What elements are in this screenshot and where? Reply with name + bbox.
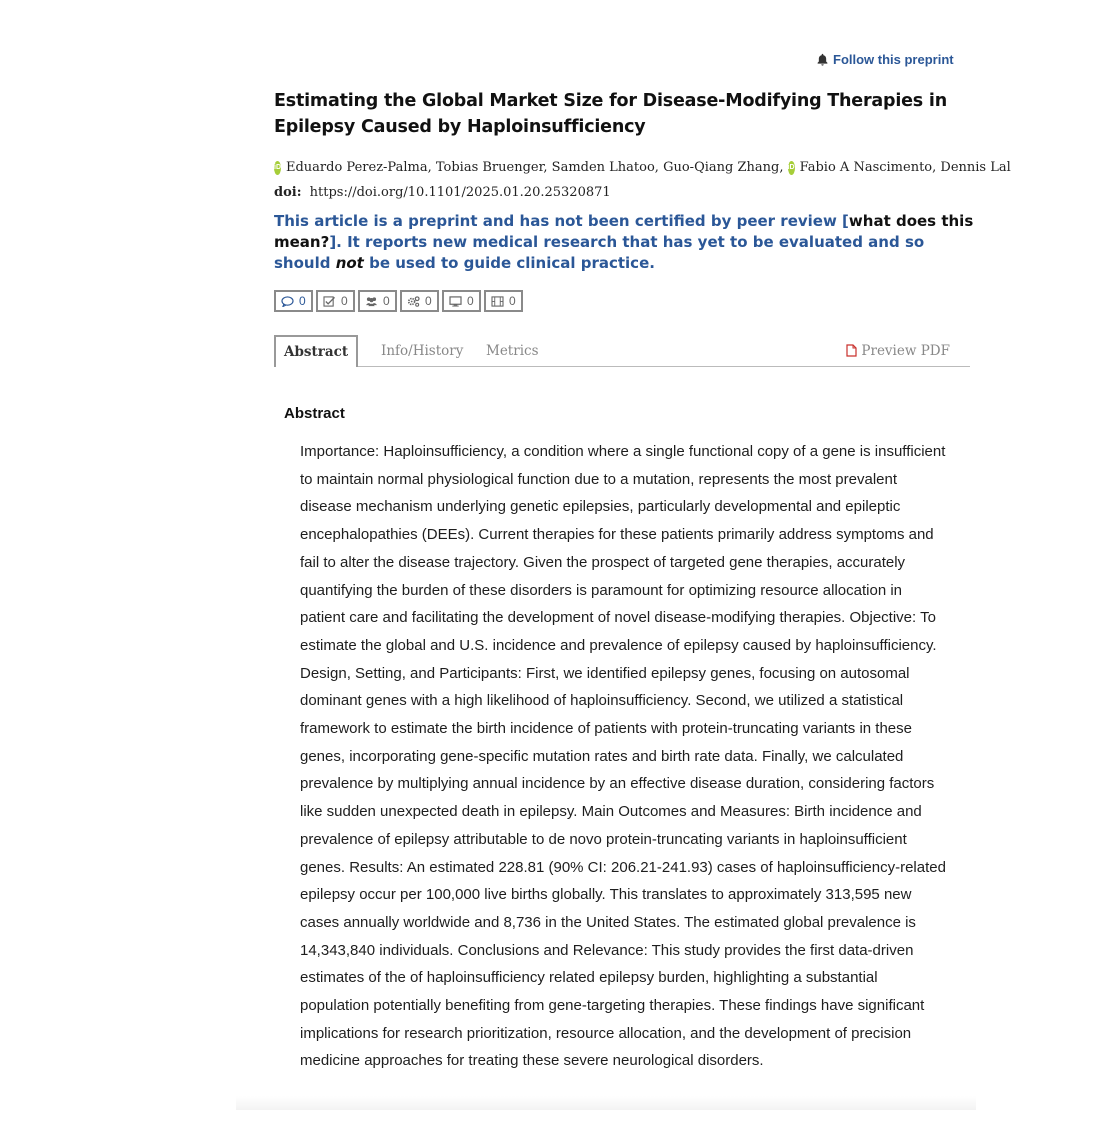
counter-value: 0 <box>467 294 474 308</box>
comments-counter[interactable] <box>274 290 313 312</box>
author-link[interactable]: Tobias Bruenger, <box>435 160 548 175</box>
counter-value: 0 <box>425 294 432 308</box>
author-link[interactable]: Fabio A Nascimento, <box>799 160 937 175</box>
counter-value: 0 <box>509 294 516 308</box>
notice-text-1: This article is a preprint and has not been certified by peer review [ <box>274 212 849 230</box>
bottom-fade <box>236 1096 976 1110</box>
preview-pdf-label: Preview PDF <box>861 342 950 359</box>
film-icon <box>491 296 504 307</box>
media-counter[interactable] <box>442 290 481 312</box>
comment-icon <box>281 296 294 307</box>
doi-label: doi: <box>274 185 302 200</box>
preprint-notice <box>274 211 974 274</box>
video-counter[interactable] <box>484 290 523 312</box>
follow-preprint-label: Follow this preprint <box>833 52 954 67</box>
pdf-icon <box>846 344 857 357</box>
orcid-icon[interactable]: iD <box>274 161 281 175</box>
abstract-text: Importance: Haploinsufficiency, a condition where a single functional copy of a gene is insufficient to maintain normal physiological function due to a mutation, represents the most prevalent disease mechanism underlying genetic epilepsies, particularly developmental and epileptic encephalopathies (DEEs). Current therapies for these patients primarily address symptoms and fail to alter the disease trajectory. Given the prospect of targeted gene therapies, accurately quantifying the burden of these disorders is paramount for optimizing resource allocation in patient care and facilitating the development of novel disease-modifying therapies. Objective: To estimate the global and U.S. incidence and prevalence of epilepsy caused by haploinsufficiency. Design, Setting, and Participants: First, we identified epilepsy genes, focusing on autosomal dominant genes with a high likelihood of haploinsufficiency. Second, we utilized a statistical framework to estimate the birth incidence of patients with protein-truncating variants in these genes, incorporating gene-specific mutation rates and birth rate data. Finally, we calculated prevalence by multiplying annual incidence by an effective disease duration, considering factors like sudden unexpected death in epilepsy. Main Outcomes and Measures: Birth incidence and prevalence of epilepsy attributable to de novo protein-truncating variants in haploinsufficient genes. Results: An estimated 228.81 (90% CI: 206.21-241.93) cases of haploinsufficiency-related epilepsy occur per 100,000 live births globally. This translates to approximately 313,595 new cases annually worldwide and 8,736 in the United States. The estimated global prevalence is 14,343,840 individuals. Conclusions and Relevance: This study provides the first data-driven estimates of the of haploinsufficiency related epilepsy burden, highlighting a substantial population potentially benefiting from gene-targeting therapies. These findings have significant implications for research prioritization, resource allocation, and the development of precision medicine approaches for treating these severe neurological disorders. <box>300 443 946 1070</box>
doi-line <box>274 185 611 200</box>
counter-value: 0 <box>299 294 306 308</box>
abstract-heading: Abstract <box>284 405 345 422</box>
author-link[interactable]: Guo-Qiang Zhang, <box>663 160 784 175</box>
author-link[interactable]: Dennis Lal <box>940 160 1011 175</box>
what-does-this-mean-link[interactable]: what does this mean? <box>274 212 974 251</box>
notice-emphasis: not <box>335 254 364 272</box>
community-counter[interactable] <box>358 290 397 312</box>
monitor-icon <box>449 296 462 307</box>
automated-counter[interactable] <box>400 290 439 312</box>
checklist-icon <box>323 296 336 307</box>
users-icon <box>365 296 378 307</box>
counter-value: 0 <box>341 294 348 308</box>
notice-text-2: ]. It reports new medical research that has yet to be evaluated and so should <box>274 233 925 272</box>
notice-text-3: be used to guide clinical practice. <box>363 254 655 272</box>
tab-abstract[interactable]: Abstract <box>274 335 358 367</box>
author-link[interactable]: Samden Lhatoo, <box>551 160 659 175</box>
bell-icon <box>816 53 829 66</box>
doi-link[interactable]: https://doi.org/10.1101/2025.01.20.25320871 <box>309 185 611 200</box>
author-list <box>274 160 1011 175</box>
cogs-icon <box>407 296 420 307</box>
article-title: Estimating the Global Market Size for Disease-Modifying Therapies in Epilepsy Caused by Haploinsufficiency <box>274 91 947 137</box>
orcid-icon[interactable]: iD <box>788 161 795 175</box>
author-link[interactable]: Eduardo Perez-Palma, <box>286 160 432 175</box>
tab-metrics[interactable]: Metrics <box>486 342 539 359</box>
article-tabs <box>274 335 970 367</box>
reviews-counter[interactable] <box>316 290 355 312</box>
counter-value: 0 <box>383 294 390 308</box>
preview-pdf-link[interactable] <box>846 335 950 366</box>
activity-counters <box>274 290 523 312</box>
follow-preprint-link[interactable] <box>816 52 954 67</box>
tab-info-history[interactable]: Info/History <box>381 342 464 359</box>
